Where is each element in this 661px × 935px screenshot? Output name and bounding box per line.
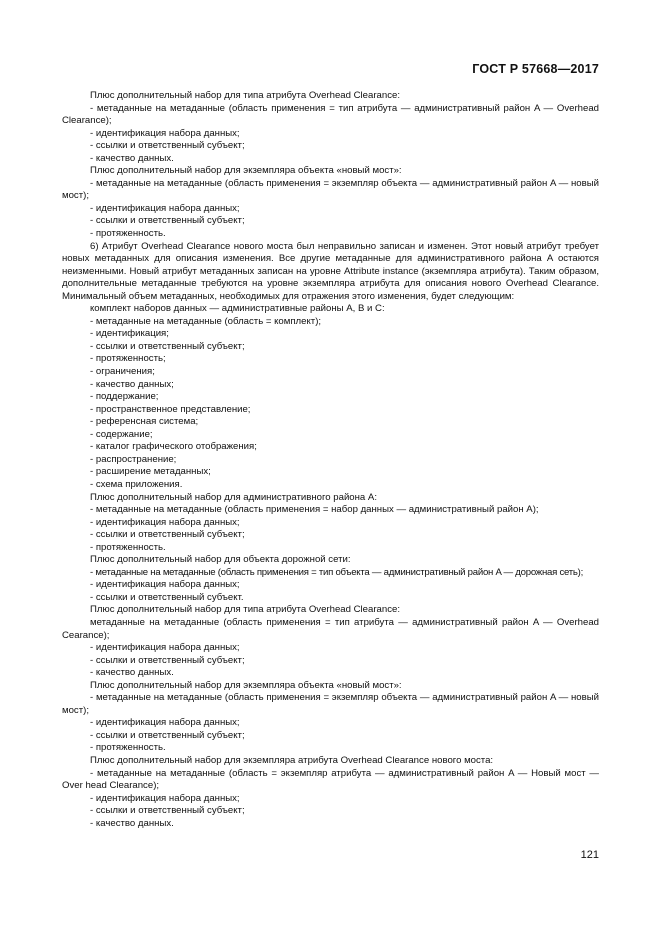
list-item: - ссылки и ответственный субъект;: [90, 729, 245, 741]
list-item: - каталог графического отображения;: [90, 441, 257, 453]
list-item: - качество данных.: [90, 152, 174, 164]
list-item: - метаданные на метаданные (область применения = тип объекта — административный район A — дорожная сеть);: [90, 566, 584, 578]
list-item: - ссылки и ответственный субъект;: [90, 654, 245, 666]
paragraph: Плюс дополнительный набор для объекта дорожной сети:: [90, 554, 351, 566]
list-item: - ссылки и ответственный субъект;: [90, 215, 245, 227]
list-item: - протяженность.: [90, 742, 166, 754]
list-item: - протяженность.: [90, 228, 166, 240]
paragraph: Плюс дополнительный набор для экземпляра объекта «новый мост»:: [90, 679, 402, 691]
list-item: - протяженность;: [90, 353, 166, 365]
paragraph: 6) Атрибут Overhead Clearance нового моста был неправильно записан и изменен. Этот новый атрибут требует новых метаданных для описания изменения. Все другие метаданные для административного района A остаются неизменными. Новый атрибут метаданных записан на уровне Attribute instance (экземпляра атрибута). Таким образом, дополнительные метаданные требуются на уровне экземпляра атрибута для описания нового Overhead Clearance. Минимальный объем метаданных, необходимых для отражения этого изменения, будет следующим:: [62, 240, 599, 302]
list-item: - идентификация набора данных;: [90, 579, 240, 591]
list-item: - качество данных.: [90, 817, 174, 829]
list-item: - метаданные на метаданные (область применения = набор данных — административный район A);: [90, 504, 539, 516]
list-item: - ссылки и ответственный субъект;: [90, 340, 245, 352]
list-item: - содержание;: [90, 428, 153, 440]
list-item: - метаданные на метаданные (область = комплект);: [90, 315, 322, 327]
list-item: - идентификация набора данных;: [90, 516, 240, 528]
list-item: - метаданные на метаданные (область применения = тип атрибута — административный район A — Overhead Clearance);: [62, 102, 599, 127]
list-item: - пространственное представление;: [90, 403, 251, 415]
body-text: [62, 90, 599, 830]
list-item: - расширение метаданных;: [90, 466, 211, 478]
list-item: - референсная система;: [90, 416, 199, 428]
list-item: - идентификация набора данных;: [90, 792, 240, 804]
list-item: - идентификация набора данных;: [90, 717, 240, 729]
list-item: - метаданные на метаданные (область = экземпляр атрибута — административный район A — Новый мост — Over head Clearance);: [62, 767, 599, 792]
list-item: - ссылки и ответственный субъект;: [90, 529, 245, 541]
list-item: - качество данных;: [90, 378, 174, 390]
list-item: - ссылки и ответственный субъект;: [90, 805, 245, 817]
list-item: - идентификация;: [90, 328, 169, 340]
list-item: - качество данных.: [90, 667, 174, 679]
paragraph: Плюс дополнительный набор для экземпляра атрибута Overhead Clearance нового моста:: [90, 754, 494, 766]
list-item: - идентификация набора данных;: [90, 202, 240, 214]
list-item: - метаданные на метаданные (область применения = экземпляр объекта — административный район A — новый мост);: [62, 692, 599, 716]
list-item: - идентификация набора данных;: [90, 642, 240, 654]
paragraph: Плюс дополнительный набор для типа атрибута Overhead Clearance:: [90, 90, 401, 101]
paragraph: Плюс дополнительный набор для типа атрибута Overhead Clearance:: [90, 604, 401, 616]
paragraph: комплект наборов данных — административные районы A, B и C:: [90, 303, 385, 315]
paragraph: Плюс дополнительный набор для экземпляра объекта «новый мост»:: [90, 165, 402, 177]
list-item: - ссылки и ответственный субъект.: [90, 591, 244, 603]
list-item: - ссылки и ответственный субъект;: [90, 140, 245, 152]
list-item: - идентификация набора данных;: [90, 127, 240, 139]
paragraph: Плюс дополнительный набор для административного района A:: [90, 491, 377, 503]
list-item: - поддержание;: [90, 391, 159, 403]
list-item: - схема приложения.: [90, 478, 183, 490]
list-item: метаданные на метаданные (область применения = тип атрибута — административный район A — Overhead Cearance);: [62, 616, 599, 641]
page-number: 121: [580, 849, 599, 861]
list-item: - распространение;: [90, 453, 177, 465]
document-header: ГОСТ Р 57668—2017: [472, 62, 599, 76]
list-item: - протяженность.: [90, 541, 166, 553]
list-item: - ограничения;: [90, 366, 155, 378]
list-item: - метаданные на метаданные (область применения = экземпляр объекта — административный район A — новый мост);: [62, 177, 599, 202]
